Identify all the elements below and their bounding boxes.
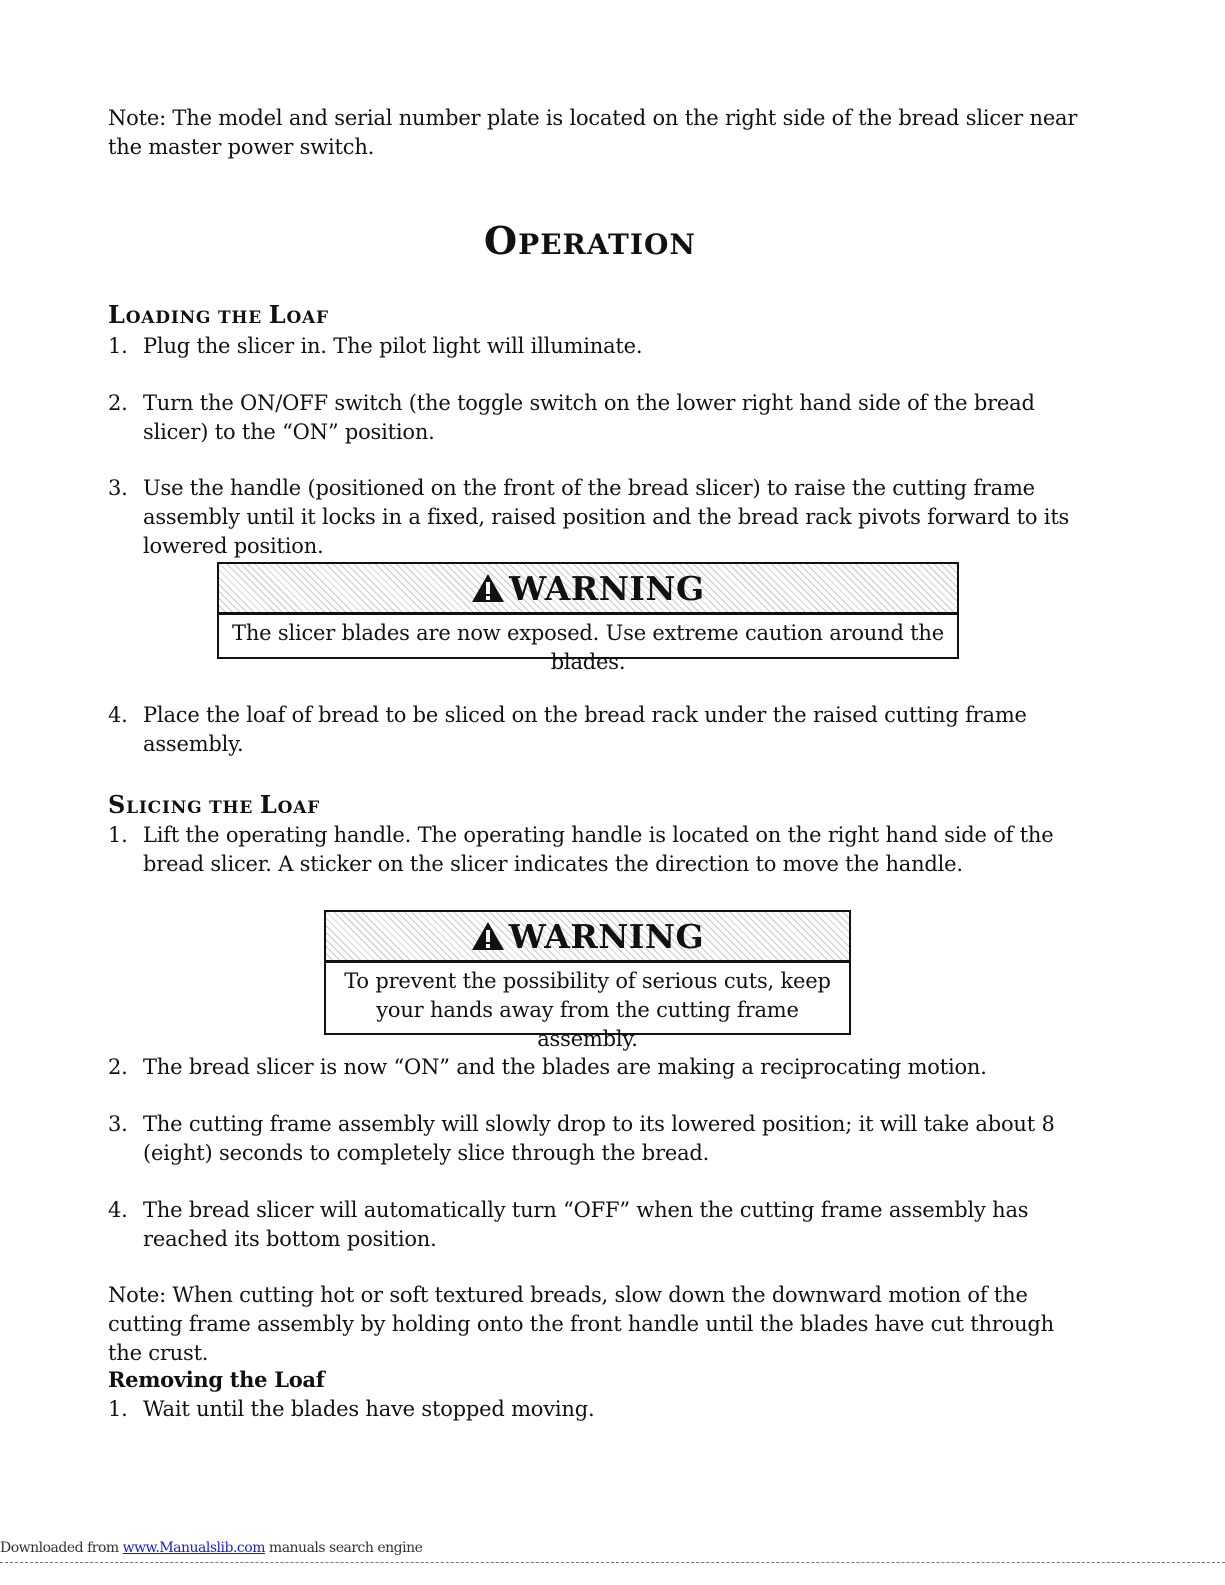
list-item bbox=[108, 332, 1068, 361]
list-item-number: 2. bbox=[108, 391, 128, 415]
list-item-number: 3. bbox=[108, 476, 128, 500]
heading-text: LICING THE bbox=[126, 798, 260, 818]
footer bbox=[0, 1540, 422, 1556]
warning-title bbox=[471, 569, 704, 608]
heading-initial: L bbox=[108, 300, 126, 329]
list-item bbox=[108, 1110, 1083, 1168]
list-item-text: Lift the operating handle. The operating handle is located on the right hand side of the bread slicer. A sticker on the slicer indicates the direction to move the handle. bbox=[143, 823, 1054, 876]
list-item-text: The bread slicer is now “ON” and the blades are making a reciprocating motion. bbox=[143, 1055, 987, 1079]
list-item-number: 1. bbox=[108, 334, 128, 358]
title-rest: PERATION bbox=[518, 228, 696, 261]
list-item-number: 3. bbox=[108, 1112, 128, 1136]
warning-title bbox=[471, 917, 704, 956]
warning-box bbox=[324, 910, 851, 1051]
footer-suffix: manuals search engine bbox=[264, 1540, 423, 1556]
warning-header bbox=[219, 564, 957, 615]
slicing-note: Note: When cutting hot or soft textured breads, slow down the downward motion of the cutting frame assembly by holding onto the front handle until the blades have cut through the crust. bbox=[108, 1283, 1054, 1365]
warning-text: To prevent the possibility of serious cuts, keep your hands away from the cutting frame assembly. bbox=[344, 969, 831, 1051]
section-heading-removing: Removing the Loaf bbox=[108, 1367, 325, 1392]
list-item-number: 4. bbox=[108, 703, 128, 727]
intro-note: Note: The model and serial number plate is located on the right side of the bread slicer near the master power switch. bbox=[108, 106, 1078, 159]
list-item-number: 4. bbox=[108, 1198, 128, 1222]
list-item-number: 2. bbox=[108, 1055, 128, 1079]
heading-text: OAF bbox=[286, 308, 329, 328]
list-item-text: Turn the ON/OFF switch (the toggle switch on the lower right hand side of the bread slicer) to the “ON” position. bbox=[143, 391, 1035, 444]
title-initial: O bbox=[484, 218, 519, 263]
list-item bbox=[108, 1053, 1068, 1082]
warning-box bbox=[217, 562, 959, 674]
list-item-text: The bread slicer will automatically turn “OFF” when the cutting frame assembly has reached its bottom position. bbox=[143, 1198, 1029, 1251]
warning-title-text: WARNING bbox=[509, 568, 705, 608]
heading-initial: S bbox=[108, 790, 127, 819]
list-item-text: Place the loaf of bread to be sliced on the bread rack under the raised cutting frame assembly. bbox=[143, 703, 1027, 756]
list-item-text: Plug the slicer in. The pilot light will illuminate. bbox=[143, 334, 643, 358]
list-item-text: Use the handle (positioned on the front of the bread slicer) to raise the cutting frame assembly until it locks in a fixed, raised position and the bread rack pivots forward to its lowered position. bbox=[143, 476, 1070, 558]
list-item bbox=[108, 821, 1068, 879]
warning-text: The slicer blades are now exposed. Use extreme caution around the blades. bbox=[232, 621, 944, 674]
list-item-text: The cutting frame assembly will slowly drop to its lowered position; it will take about 8 (eight) seconds to completely slice through the bread. bbox=[143, 1112, 1055, 1165]
heading-initial: L bbox=[268, 300, 287, 329]
warning-title-text: WARNING bbox=[508, 916, 705, 956]
heading-initial: L bbox=[259, 790, 278, 819]
footer-prefix: Downloaded from bbox=[0, 1540, 123, 1556]
list-item bbox=[108, 701, 1068, 759]
list-item bbox=[108, 1196, 1098, 1254]
list-item bbox=[108, 1395, 1068, 1424]
page-title bbox=[0, 218, 1180, 263]
section-heading-slicing bbox=[108, 790, 320, 819]
warning-triangle-icon bbox=[471, 921, 505, 951]
footer-link[interactable]: www.Manualslib.com bbox=[122, 1540, 265, 1556]
heading-text: OAF bbox=[277, 798, 321, 818]
list-item-text: Wait until the blades have stopped moving. bbox=[143, 1397, 595, 1421]
warning-header bbox=[326, 912, 849, 963]
heading-text: OADING THE bbox=[125, 308, 269, 328]
warning-triangle-icon bbox=[471, 573, 505, 603]
section-heading-loading bbox=[108, 300, 329, 329]
list-item-number: 1. bbox=[108, 823, 128, 847]
list-item bbox=[108, 389, 1068, 447]
footer-divider bbox=[0, 1562, 1225, 1563]
list-item-number: 1. bbox=[108, 1397, 128, 1421]
list-item bbox=[108, 474, 1098, 561]
